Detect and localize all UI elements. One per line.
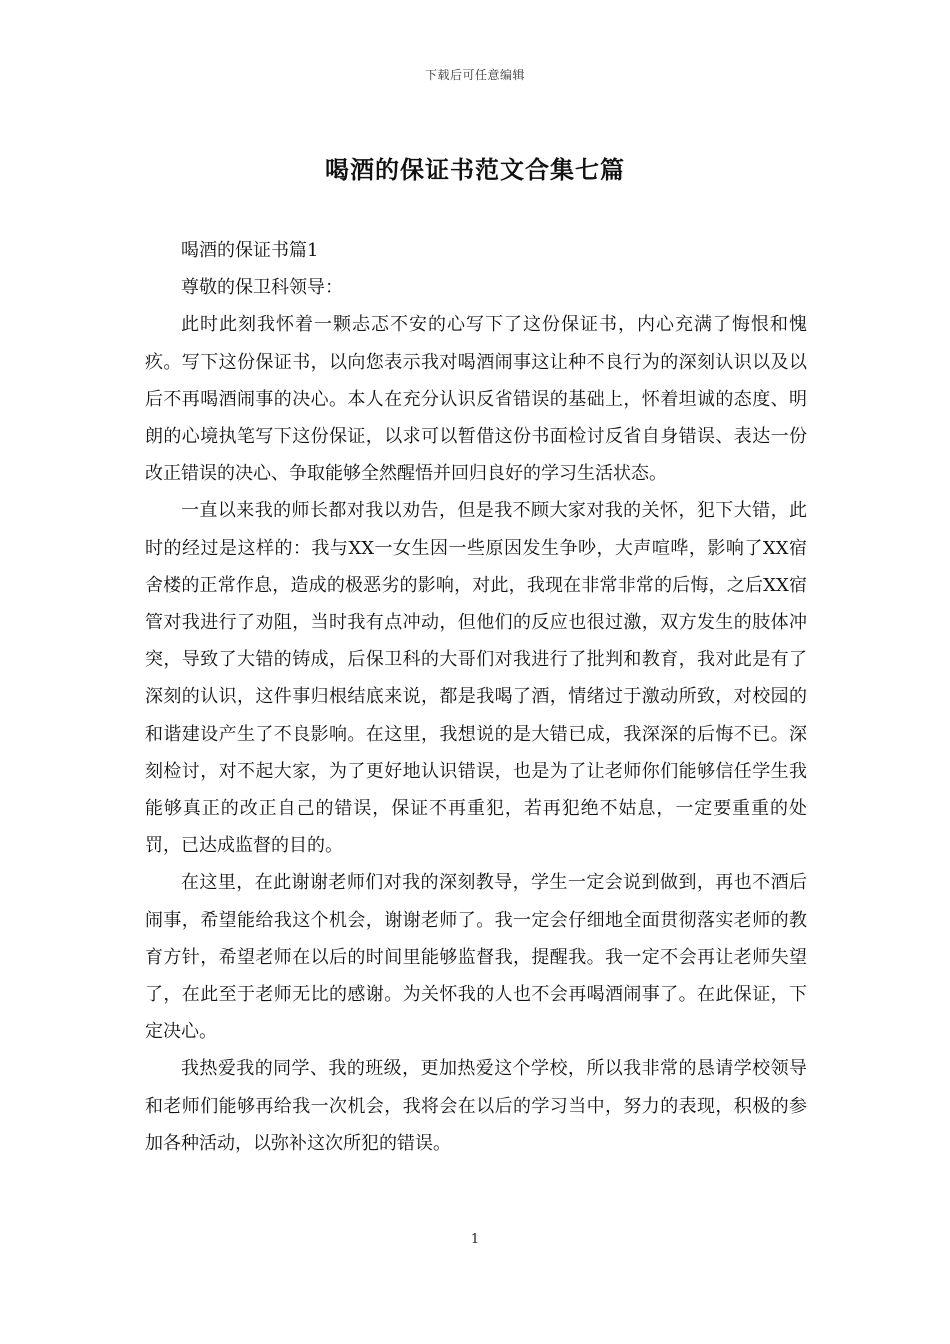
body-paragraph: 一直以来我的师长都对我以劝告，但是我不顾大家对我的关怀，犯下大错，此时的经过是这样的：我与XX一女生因一些原因发生争吵，大声喧哗，影响了XX宿舍楼的正常作息，造成的极恶劣的影响，对此，我现在非常非常的后悔，之后XX宿管对我进行了劝阻，当时我有点冲动，但他们的反应也很过激，双方发生的肢体冲突，导致了大错的铸成，后保卫科的大哥们对我进行了批判和教育，我对此是有了深刻的认识，这件事归根结底来说，都是我喝了酒，情绪过于激动所致，对校园的和谐建设产生了不良影响。在这里，我想说的是大错已成，我深深的后悔不已。深刻检讨，对不起大家，为了更好地认识错误，也是为了让老师你们能够信任学生我能够真正的改正自己的错误，保证不再重犯，若再犯绝不姑息，一定要重重的处罚，已达成监督的目的。 <box>145 500 807 857</box>
document-body <box>145 232 807 1162</box>
body-paragraph: 在这里，在此谢谢老师们对我的深刻教导，学生一定会说到做到，再也不酒后闹事，希望能给我这个机会，谢谢老师了。我一定会仔细地全面贯彻落实老师的教育方针，希望老师在以后的时间里能够监督我，提醒我。我一定不会再让老师失望了，在此至于老师无比的感谢。为关怀我的人也不会再喝酒闹事了。在此保证，下定决心。 <box>145 872 807 1043</box>
salutation: 尊敬的保卫科领导： <box>181 277 343 299</box>
header-note: 下载后可任意编辑 <box>424 68 525 82</box>
body-paragraph: 此时此刻我怀着一颗忐忑不安的心写下了这份保证书，内心充满了悔恨和愧疚。写下这份保证书，以向您表示我对喝酒闹事这让种不良行为的深刻认识以及以后不再喝酒闹事的决心。本人在充分认识反省错误的基础上，怀着坦诚的态度、明朗的心境执笔写下这份保证，以求可以暂借这份书面检讨反省自身错误、表达一份改正错误的决心、争取能够全然醒悟并回归良好的学习生活状态。 <box>145 314 807 485</box>
page-number: 1 <box>470 1232 480 1247</box>
document-title: 喝酒的保证书范文合集七篇 <box>325 155 625 184</box>
section-heading: 喝酒的保证书篇1 <box>181 240 319 261</box>
body-paragraph: 我热爱我的同学、我的班级，更加热爱这个学校，所以我非常的恳请学校领导和老师们能够再给我一次机会，我将会在以后的学习当中，努力的表现，积极的参加各种活动，以弥补这次所犯的错误。 <box>145 1058 807 1154</box>
